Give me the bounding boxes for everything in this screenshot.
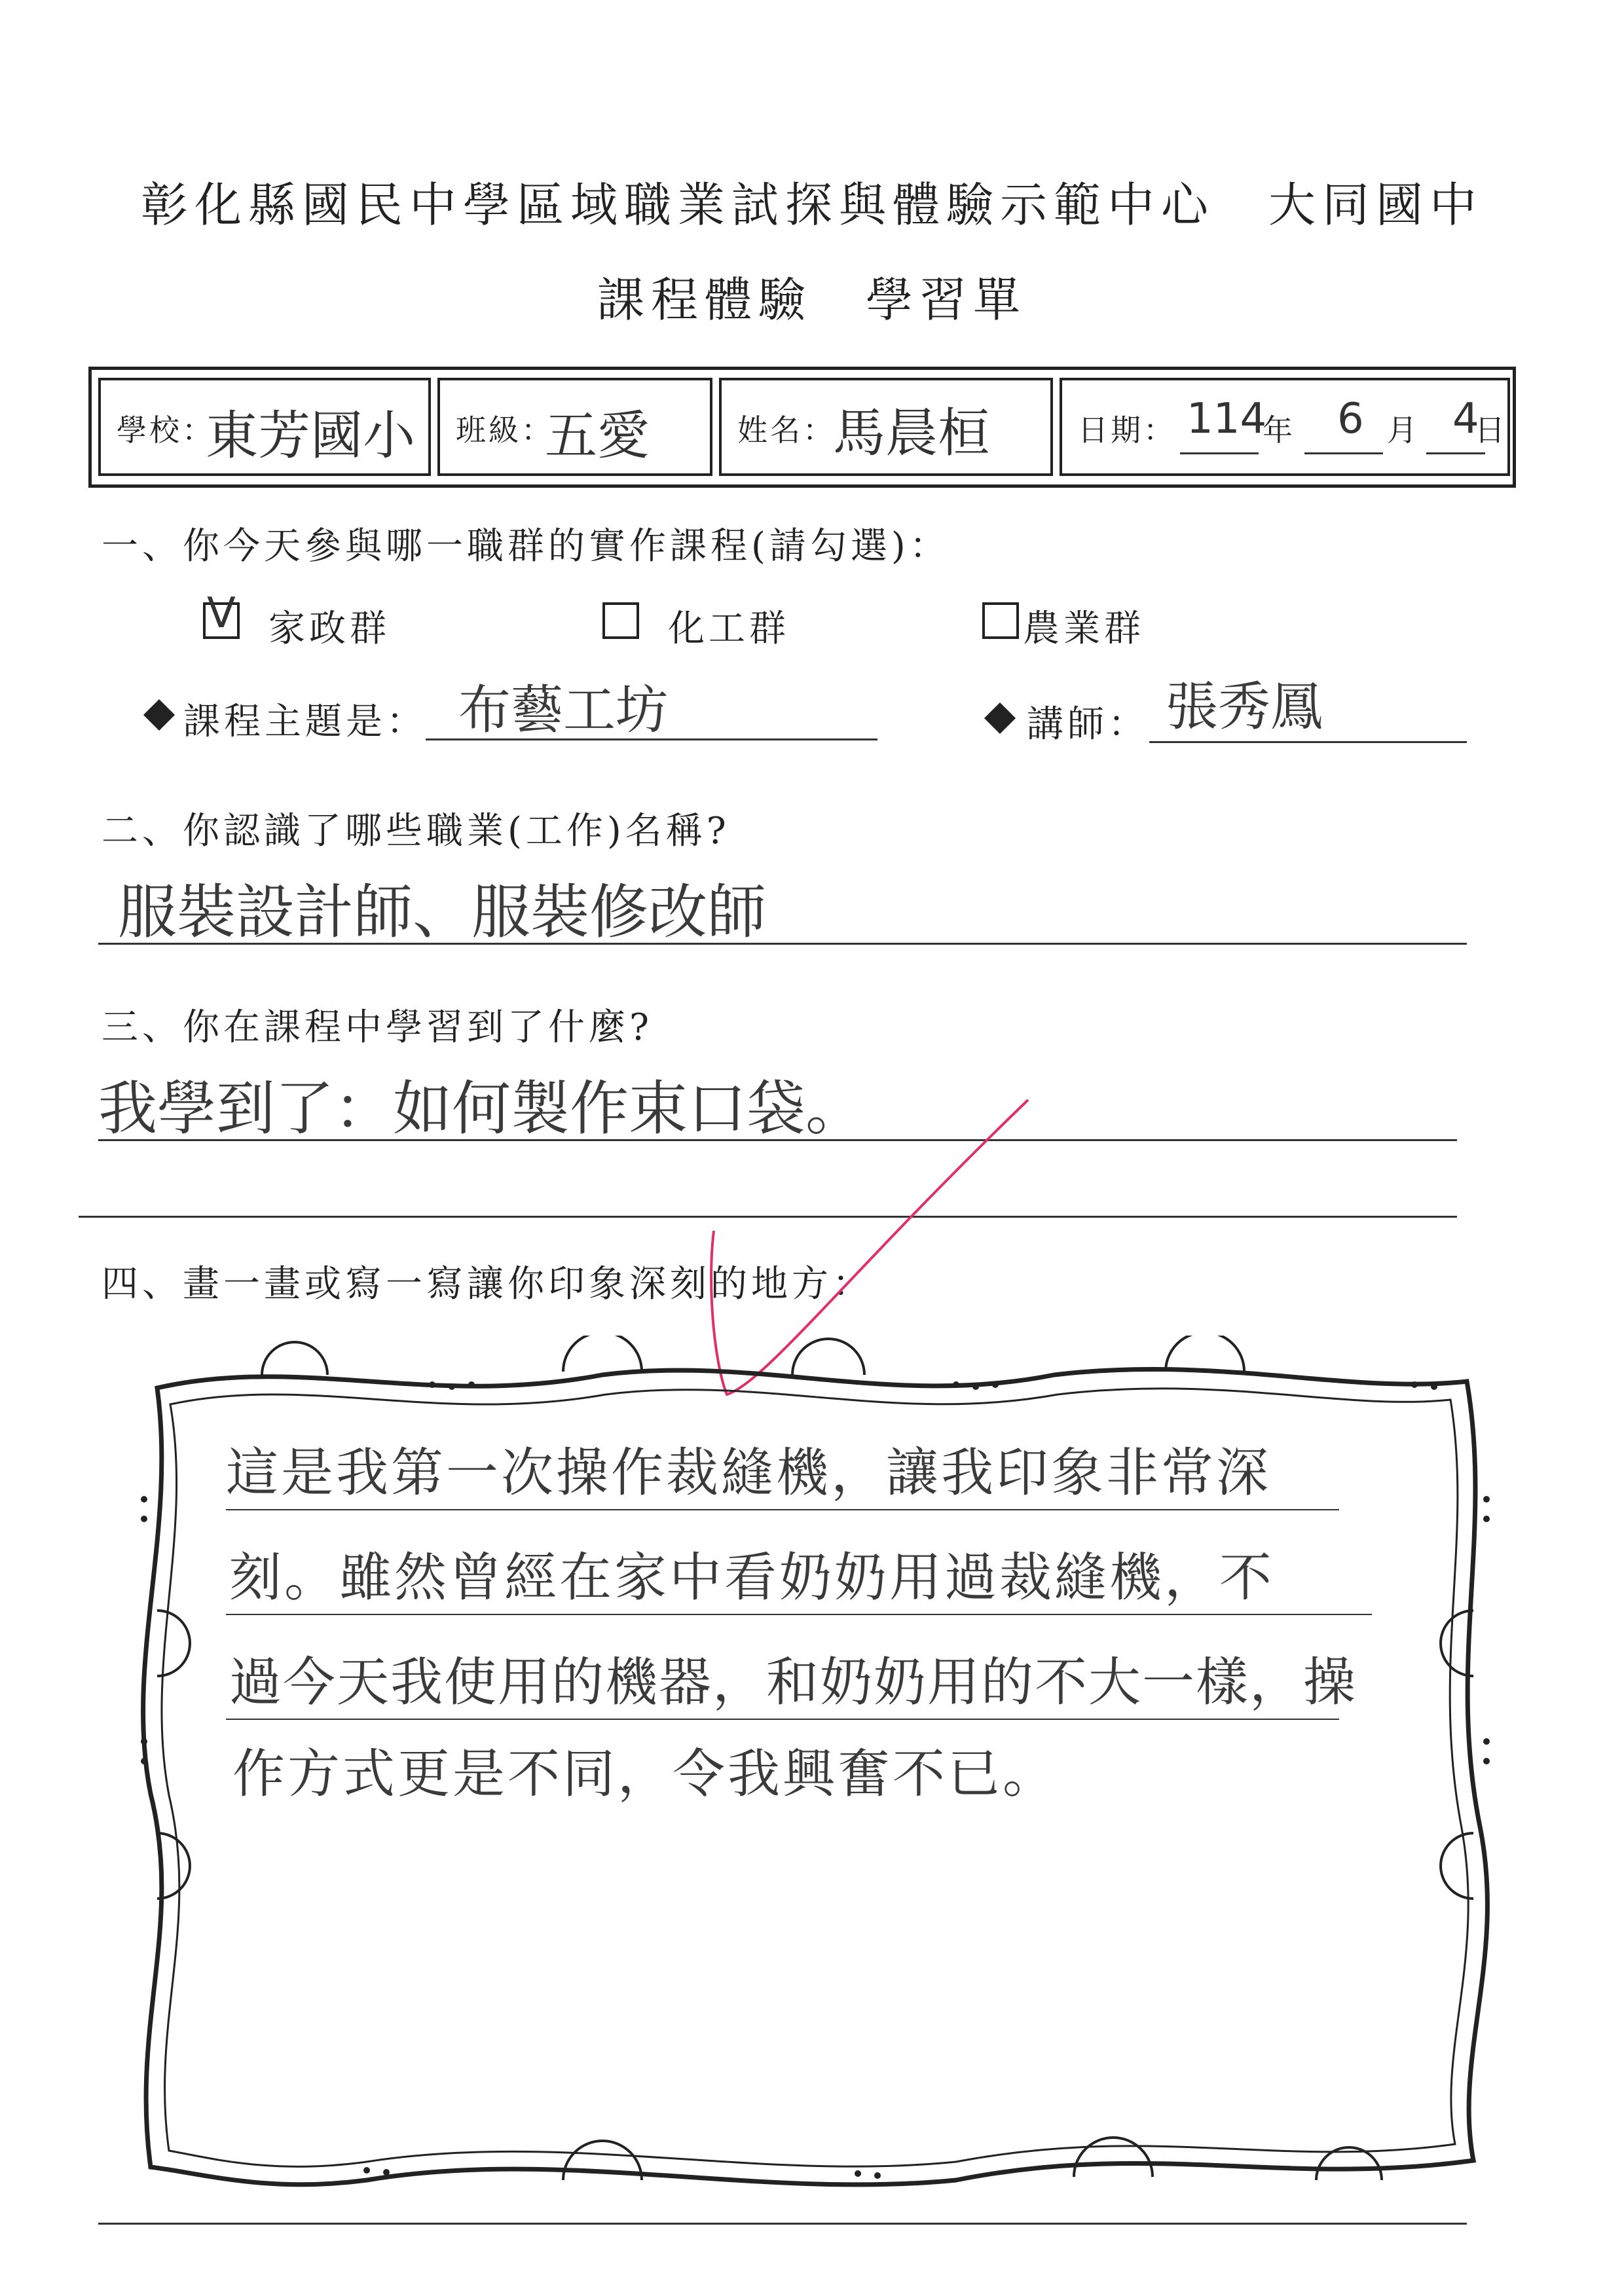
teacher-diamond-icon [984, 702, 1016, 734]
option-label-home-economics: 家政群 [268, 608, 390, 650]
q4-answer-line-4: 作方式更是不同，令我興奮不已。 [232, 1743, 1058, 1804]
month-underline [1304, 452, 1383, 454]
topic-label: 課程主題是： [183, 701, 427, 743]
q1-prompt: 一、你今天參與哪一職群的實作課程(請勾選)： [101, 525, 950, 568]
date-cell [1060, 378, 1510, 476]
year-underline [1180, 452, 1259, 454]
day-unit: 日 [1475, 412, 1507, 448]
year-unit: 年 [1263, 412, 1295, 448]
info-table [88, 367, 1516, 488]
teacher-underline [1149, 741, 1467, 743]
teacher-value: 張秀鳳 [1166, 676, 1323, 737]
date-label: 日期： [1078, 412, 1176, 448]
q4-line-3-underline [226, 1719, 1339, 1720]
page-title: 彰化縣國民中學區域職業試探與體驗示範中心 大同國中 [140, 177, 1483, 232]
day-value: 4 [1452, 395, 1479, 443]
page-subtitle: 課程體驗 學習單 [597, 272, 1027, 327]
name-cell [719, 378, 1053, 476]
school-value: 東芳國小 [206, 405, 415, 466]
month-unit: 月 [1387, 412, 1420, 448]
q2-prompt: 二、你認識了哪些職業(工作)名稱? [101, 810, 730, 852]
class-label: 班級： [456, 412, 554, 448]
class-cell [437, 378, 712, 476]
option-label-chemical: 化工群 [668, 608, 790, 650]
topic-underline [426, 738, 877, 740]
teacher-label: 講師： [1027, 703, 1149, 746]
class-value: 五愛 [545, 405, 650, 466]
q4-line-2-underline [226, 1614, 1372, 1615]
checkbox-chemical[interactable] [602, 602, 639, 639]
month-value: 6 [1337, 395, 1364, 443]
school-cell [98, 378, 431, 476]
topic-diamond-icon [143, 699, 175, 731]
q4-answer-line-1: 這是我第一次操作裁縫機，讓我印象非常深 [226, 1442, 1271, 1503]
q4-answer-line-3: 過今天我使用的機器，和奶奶用的不大一樣，操 [229, 1652, 1357, 1713]
q3-answer: 我學到了：如何製作束口袋。 [98, 1074, 864, 1143]
q2-answer: 服裝設計師、服裝修改師 [118, 878, 766, 947]
q4-prompt: 四、畫一畫或寫一寫讓你印象深刻的地方： [101, 1263, 873, 1305]
school-label: 學校： [117, 412, 215, 448]
day-underline [1426, 452, 1485, 454]
year-value: 114 [1187, 395, 1267, 443]
q4-answer-line-2: 刻。雖然曾經在家中看奶奶用過裁縫機，不 [229, 1547, 1274, 1608]
topic-value: 布藝工坊 [458, 680, 668, 740]
q3-prompt: 三、你在課程中學習到了什麼? [101, 1006, 654, 1049]
q2-underline [98, 943, 1467, 945]
checkbox-agriculture[interactable] [982, 602, 1019, 639]
name-value: 馬晨桓 [833, 403, 990, 464]
check-mark: V [207, 589, 236, 638]
bottom-rule [98, 2223, 1467, 2225]
option-label-agriculture: 農業群 [1023, 608, 1145, 650]
q4-line-1-underline [226, 1509, 1339, 1510]
name-label: 姓名： [737, 412, 836, 448]
